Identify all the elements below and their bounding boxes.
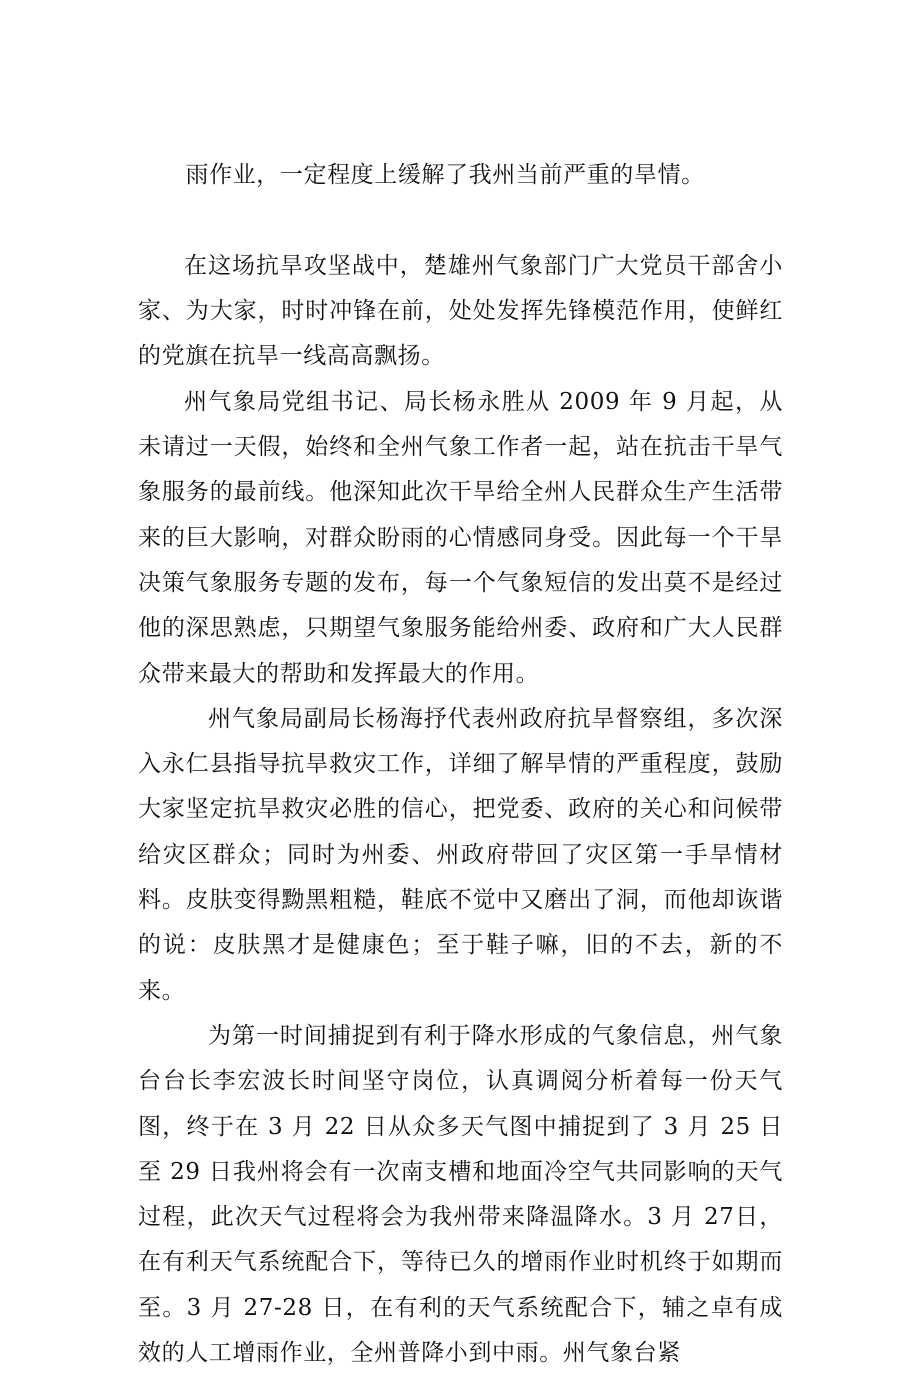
text-line: 至 29 日我州将会有一次南支槽和地面冷空气共同影响的天 [138, 1158, 760, 1185]
paragraph-4 [138, 697, 783, 1014]
text-line: 旱情材料。皮肤变得黝黑粗糙，鞋底不觉中又磨出了洞，而 [138, 841, 783, 914]
text-line: 鼓励大家坚定抗旱救灾必胜的信心，把党委、政府的关心和 [138, 751, 784, 823]
paragraph-5 [138, 1014, 783, 1376]
document-body [138, 108, 783, 1376]
text-line: 卓有成效的人工增雨作业，全州普降小到中雨。州气象台紧 [138, 1294, 783, 1367]
text-line: 在这场抗旱攻坚战中，楚雄州气象部门广大党员干部舍 [184, 252, 760, 279]
text-line: 气图，终于在 3 月 22 日从众多天气图中捕捉到了 3 月 25 日 [138, 1068, 783, 1140]
paragraph-1 [138, 108, 783, 244]
text-line: 日，在有利天气系统配合下，等待已久的增雨作业时机终于 [138, 1204, 783, 1276]
text-line: 州气象局党组书记、局长杨永胜从 2009 年 9 月起，从 [184, 388, 783, 415]
text-line: 为第一时间捕捉到有利于降水形成的气象信息，州气 [208, 1022, 760, 1049]
text-line: 问候带给灾区群众；同时为州委、州政府带回了灾区第一手 [138, 796, 783, 868]
text-line: 象台台长李宏波长时间坚守岗位，认真调阅分析着每一份天 [138, 1022, 783, 1095]
text-line: 个干旱决策气象服务专题的发布，每一个气象短信的发出莫 [138, 524, 783, 596]
text-line: 州气象局副局长杨海抒代表州政府抗旱督察组，多次 [208, 705, 760, 732]
text-line: 气过程，此次天气过程将会为我州带来降温降水。3 月 27 [138, 1158, 783, 1231]
text-line: 如期而至。3 月 27-28 日，在有利的天气系统配合下，辅之 [138, 1249, 783, 1321]
text-line: 广大人民群众带来最大的帮助和发挥最大的作用。 [138, 615, 783, 687]
text-line: 雨作业，一定程度上缓解了我州当前严重的旱情。 [185, 162, 705, 189]
text-line: 他却诙谐的说：皮肤黑才是健康色；至于鞋子嘛，旧的不去， [138, 887, 783, 959]
text-line: 活带来的巨大影响，对群众盼雨的心情感同身受。因此每一 [138, 479, 784, 551]
text-line: 不是经过他的深思熟虑，只期望气象服务能给州委、政府和 [138, 569, 783, 642]
text-line: 鲜红的党旗在抗旱一线高高飘扬。 [138, 298, 784, 370]
text-line: 新的不来。 [138, 932, 783, 1004]
text-line: 未请过一天假，始终和全州气象工作者一起，站在抗击干旱 [138, 434, 760, 461]
text-line: 深入永仁县指导抗旱救灾工作，详细了解旱情的严重程度， [138, 705, 783, 778]
paragraph-2 [138, 244, 783, 380]
text-line: 气象服务的最前线。他深知此次干旱给全州人民群众生产生 [138, 434, 783, 506]
paragraph-3 [138, 380, 783, 697]
text-line: 小家、为大家，时时冲锋在前，处处发挥先锋模范作用，使 [138, 252, 783, 325]
